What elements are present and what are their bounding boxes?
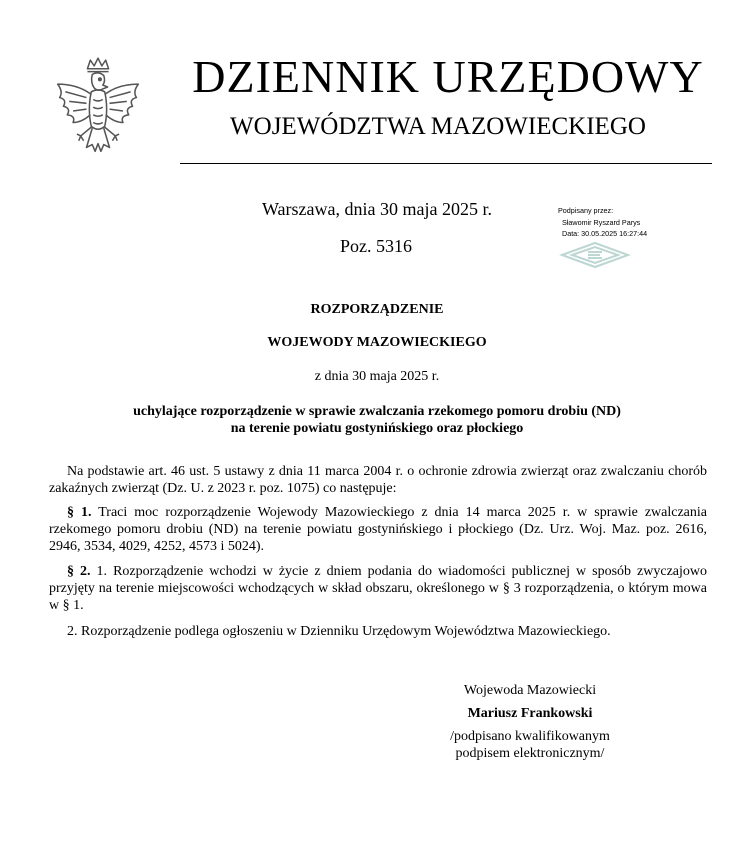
section-2-label: § 2. — [67, 564, 91, 579]
signature-stamp-date: Data: 30.05.2025 16:27:44 — [562, 229, 648, 238]
signer-title: Wojewoda Mazowiecki — [463, 683, 597, 698]
journal-title: DZIENNIK URZĘDOWY — [192, 51, 704, 102]
document-subject — [0, 403, 754, 437]
masthead-divider — [180, 163, 712, 164]
journal-subtitle: WOJEWÓDZTWA MAZOWIECKIEGO — [230, 113, 646, 140]
signature-note-line-2: podpisem elektronicznym/ — [455, 746, 605, 761]
section-2-paragraph — [49, 563, 707, 614]
section-1-paragraph — [49, 504, 707, 555]
signature-stamp-signer: Sławomir Ryszard Parys — [562, 217, 641, 227]
signature-note-line-1: /podpisano kwalifikowanym — [450, 729, 610, 744]
document-issuer: WOJEWODY MAZOWIECKIEGO — [267, 335, 487, 350]
signature-stamp — [558, 205, 698, 240]
publication-place-date: Warszawa, dnia 30 maja 2025 r. — [262, 199, 492, 219]
section-1-text: Traci moc rozporządzenie Wojewody Mazowieckiego z dnia 14 marca 2025 r. w sprawie zwalczania rzekomego pomoru drobiu (ND) na terenie powiatu gostynińskiego i płockiego (Dz. Urz. Woj. Maz. poz. 2616, 2946, 3534, 4029, 4252, 4573 i 5024). — [49, 505, 707, 554]
signature-stamp-label: Podpisany przez: — [558, 206, 614, 215]
section-2-point-2: 2. Rozporządzenie podlega ogłoszeniu w Dzienniku Urzędowym Województwa Mazowieckiego. — [67, 624, 611, 639]
section-2-text: 1. Rozporządzenie wchodzi w życie z dniem podania do wiadomości publicznej w sposób zwyczajowo przyjęty na terenie miejscowości wchodzących w skład obszaru, określonego w § 3 rozporządzenia, o którym mowa w § 1. — [49, 564, 707, 613]
eagle-emblem-icon — [50, 55, 146, 167]
subject-line-2: na terenie powiatu gostynińskiego oraz płockiego — [230, 421, 524, 436]
document-date: z dnia 30 maja 2025 r. — [314, 369, 440, 384]
subject-line-1: uchylające rozporządzenie w sprawie zwalczania rzekomego pomoru drobiu (ND) — [133, 404, 621, 419]
preamble-paragraph: Na podstawie art. 46 ust. 5 ustawy z dnia 11 marca 2004 r. o ochronie zdrowia zwierząt oraz zwalczaniu chorób zakaźnych zwierząt (Dz. U. z 2023 r. poz. 1075) co następuje: — [49, 464, 707, 496]
e-signature-logo-icon — [558, 240, 632, 270]
position-number: Poz. 5316 — [340, 236, 412, 256]
document-type: ROZPORZĄDZENIE — [310, 302, 444, 317]
section-1-label: § 1. — [67, 505, 92, 520]
signer-name: Mariusz Frankowski — [467, 706, 593, 721]
